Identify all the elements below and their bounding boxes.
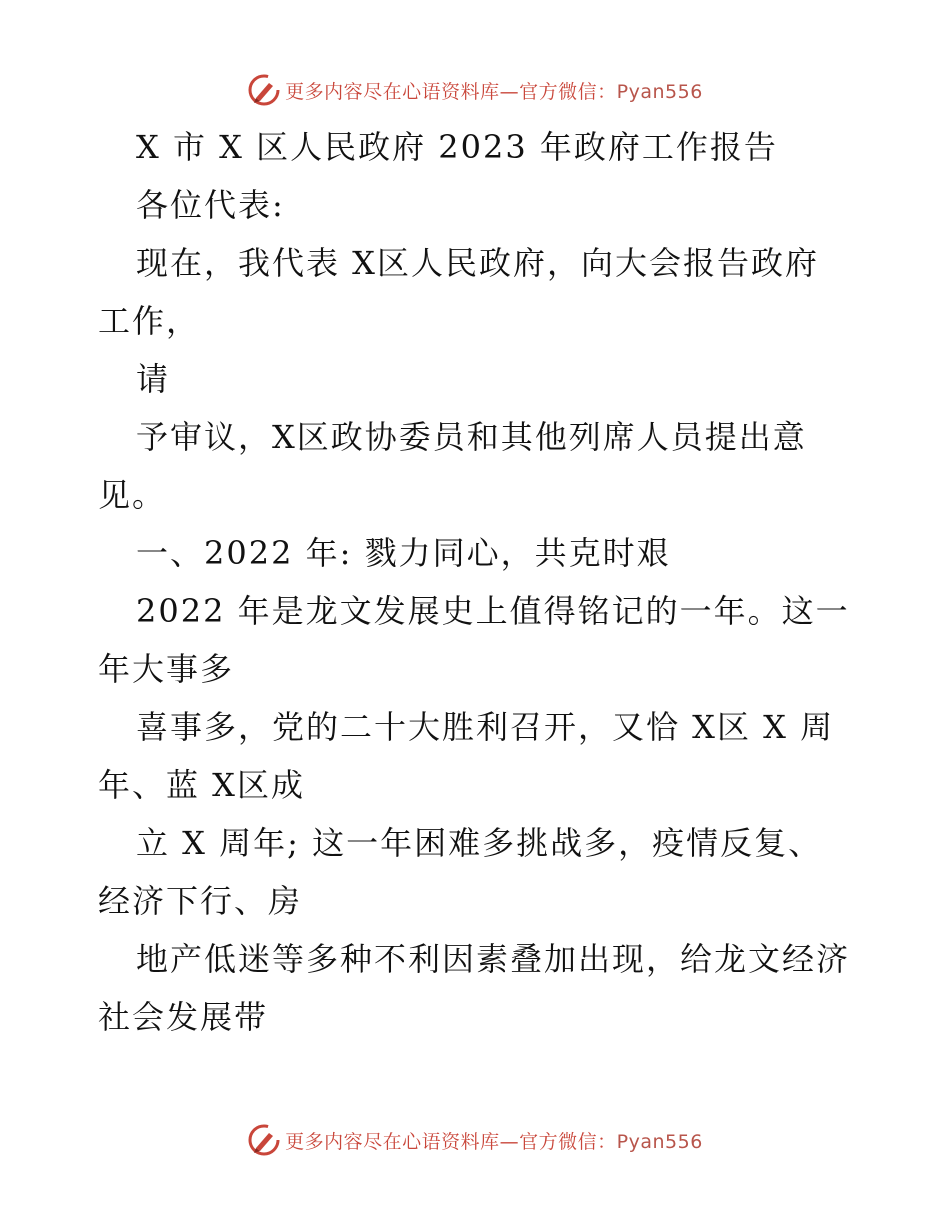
pen-logo-icon <box>247 73 281 107</box>
section-heading: 一、2022 年: 戮力同心，共克时艰 <box>136 534 671 572</box>
footer-banner <box>0 1120 950 1160</box>
paragraph-line: 现在，我代表 X区人民政府，向大会报告政府 <box>136 244 819 282</box>
paragraph-line: 立 X 周年; 这一年困难多挑战多，疫情反复、 <box>136 824 823 862</box>
header-banner-account: Pyan556 <box>616 80 703 103</box>
paragraph-line: 予审议，X区政协委员和其他列席人员提出意 <box>136 418 807 456</box>
paragraph-line: 各位代表: <box>136 186 285 224</box>
paragraph-line: 2022 年是龙文发展史上值得铭记的一年。这一 <box>136 592 850 630</box>
paragraph-line: 喜事多，党的二十大胜利召开，又恰 X区 X 周 <box>136 708 835 746</box>
header-banner <box>0 70 950 110</box>
document-title: X 市 X 区人民政府 2023 年政府工作报告 <box>136 128 778 166</box>
paragraph-line: 年大事多 <box>98 650 235 688</box>
paragraph-line: 见。 <box>98 476 167 514</box>
pen-logo-icon <box>247 1123 281 1157</box>
paragraph-line: 年、蓝 X区成 <box>98 766 305 804</box>
header-banner-text: 更多内容尽在心语资料库—官方微信：Pyan556 <box>285 80 703 103</box>
paragraph-line: 请 <box>136 360 171 398</box>
paragraph-line: 地产低迷等多种不利因素叠加出现，给龙文经济 <box>136 940 851 978</box>
paragraph-line: 工作， <box>98 302 201 340</box>
paragraph-line: 社会发展带 <box>98 998 269 1036</box>
footer-banner-text: 更多内容尽在心语资料库—官方微信：Pyan556 <box>285 1130 703 1153</box>
document-body <box>98 118 858 1046</box>
paragraph-line: 经济下行、房 <box>98 882 303 920</box>
footer-banner-account: Pyan556 <box>616 1130 703 1153</box>
